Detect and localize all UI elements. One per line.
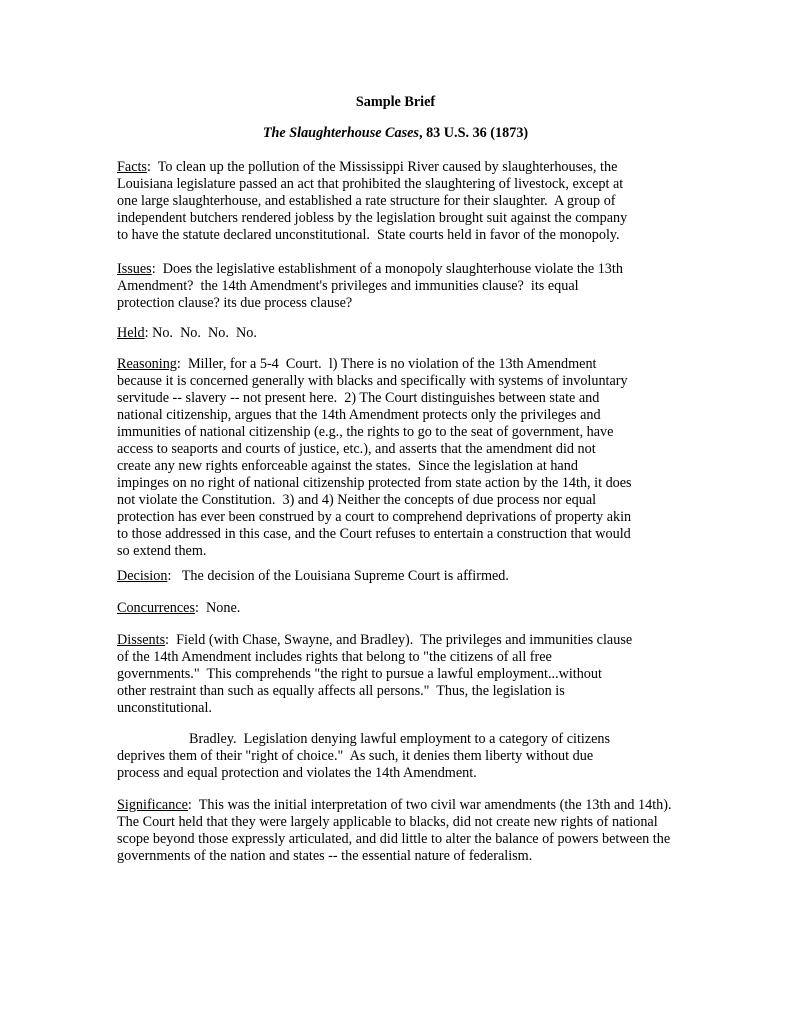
significance-heading: Significance [117, 797, 188, 813]
reasoning-line: create any new rights enforceable against the states. Since the legislation at hand [117, 458, 578, 474]
decision-heading: Decision [117, 568, 168, 584]
held-line: Held: No. No. No. No. [117, 325, 257, 341]
issues-heading: Issues [117, 261, 152, 277]
bradley-line: deprives them of their "right of choice." As such, it denies them liberty without due [117, 748, 594, 764]
held-heading: Held [117, 325, 145, 341]
reasoning-line: to those addressed in this case, and the Court refuses to entertain a construction that would [117, 526, 631, 542]
issues-line: Issues: Does the legislative establishment of a monopoly slaughterhouse violate the 13th [117, 261, 623, 277]
significance-line: The Court held that they were largely applicable to blacks, did not create new rights of national [117, 814, 658, 830]
reasoning-line: because it is concerned generally with blacks and specifically with systems of involuntary [117, 373, 628, 389]
concurrences-heading: Concurrences [117, 600, 195, 616]
decision-line: Decision: The decision of the Louisiana Supreme Court is affirmed. [117, 568, 509, 584]
reasoning-line: national citizenship, argues that the 14th Amendment protects only the privileges and [117, 407, 601, 423]
reasoning-line: so extend them. [117, 543, 207, 559]
facts-line: to have the statute declared unconstitutional. State courts held in favor of the monopoly. [117, 227, 620, 243]
reasoning-line: protection has ever been construed by a court to comprehend deprivations of property akin [117, 509, 632, 525]
concurrences-line: Concurrences: None. [117, 600, 241, 616]
issues-line: protection clause? its due process clause? [117, 295, 353, 311]
document-title: Sample Brief [355, 94, 436, 110]
case-citation: , 83 U.S. 36 (1873) [418, 125, 529, 141]
significance-line: scope beyond those expressly articulated, and did little to alter the balance of powers between the [117, 831, 671, 847]
dissents-line: Dissents: Field (with Chase, Swayne, and Bradley). The privileges and immunities clause [117, 632, 633, 648]
dissents-line: unconstitutional. [117, 700, 212, 716]
reasoning-line: access to seaports and courts of justice, etc.), and asserts that the amendment did not [117, 441, 596, 457]
reasoning-line: servitude -- slavery -- not present here. 2) The Court distinguishes between state and [117, 390, 600, 406]
reasoning-line: impinges on no right of national citizenship protected from state action by the 14th, it does [117, 475, 632, 491]
facts-heading: Facts [117, 159, 147, 175]
case-heading [0, 123, 791, 143]
facts-line: Louisiana legislature passed an act that prohibited the slaughtering of livestock, except at [117, 176, 624, 192]
bradley-line: process and equal protection and violates the 14th Amendment. [117, 765, 477, 781]
reasoning-line: not violate the Constitution. 3) and 4) Neither the concepts of due process nor equal [117, 492, 597, 508]
issues-line: Amendment? the 14th Amendment's privileges and immunities clause? its equal [117, 278, 579, 294]
dissents-line: governments." This comprehends "the right to pursue a lawful employment...without [117, 666, 602, 682]
reasoning-line: Reasoning: Miller, for a 5-4 Court. l) There is no violation of the 13th Amendment [117, 356, 597, 372]
dissents-heading: Dissents [117, 632, 166, 648]
facts-line: independent butchers rendered jobless by the legislation brought suit against the company [117, 210, 628, 226]
facts-line: Facts: To clean up the pollution of the Mississippi River caused by slaughterhouses, the [117, 159, 618, 175]
bradley-line: Bradley. Legislation denying lawful employment to a category of citizens [189, 731, 611, 747]
dissents-line: of the 14th Amendment includes rights that belong to "the citizens of all free [117, 649, 552, 665]
significance-line: Significance: This was the initial interpretation of two civil war amendments (the 13th and 14th). [117, 797, 672, 813]
reasoning-line: immunities of national citizenship (e.g., the rights to go to the seat of government, have [117, 424, 614, 440]
significance-line: governments of the nation and states -- the essential nature of federalism. [117, 848, 533, 864]
dissents-line: other restraint than such as equally affects all persons." Thus, the legislation is [117, 683, 565, 699]
reasoning-heading: Reasoning [117, 356, 177, 372]
facts-line: one large slaughterhouse, and established a rate structure for their slaughter. A group of [117, 193, 616, 209]
case-name: The Slaughterhouse Cases [262, 125, 419, 141]
